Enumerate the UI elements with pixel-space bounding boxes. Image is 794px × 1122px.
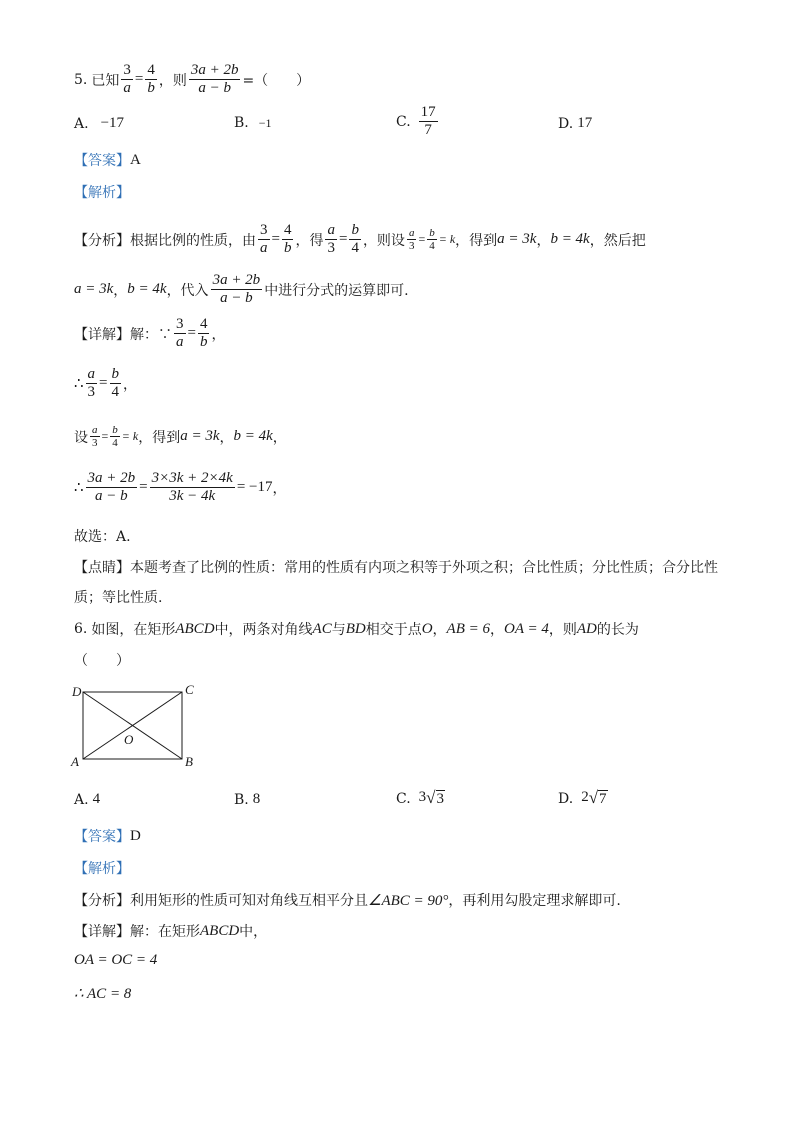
q6-stem-paren: （ ） [74, 653, 130, 669]
q5-option-b: B. −1 [234, 115, 272, 131]
q6-rectangle-figure [68, 682, 208, 772]
label-o: O [124, 732, 134, 747]
label-d: D [72, 684, 82, 699]
label-a: A [71, 754, 79, 769]
q6-analysis: 【分析】 利用矩形的性质可知对角线互相平分且 ∠ABC = 90° ，再利用勾股定理求解即可. [74, 892, 621, 909]
q6-option-b: B. 8 [234, 791, 261, 808]
q5-option-a: A. −17 [74, 115, 125, 132]
q5-analysis-line-1: 【分析】 根据比例的性质，由 $\frac{3}{a}$ = $\frac{4}{b}$ ，得 $\frac{a}{3}$ = $\frac{b}{4}$ ，则设 $\frac{a}{3}$ = $\frac{b}{4}$ = k ，得到 a = 3k ， b = 4k ，然后把 [74, 222, 646, 256]
q5-target-fraction: $\frac{3a + 2b}{a - b}$ [190, 62, 239, 96]
q6-stem-line-1: 6. 如图，在矩形 ABCD 中，两条对角线 AC 与 BD 相交于点 O ， AB = 6 ， OA = 4 ，则 AD 的长为 [74, 620, 639, 638]
q5-number: 5. [74, 71, 88, 88]
q5-option-c: C. $\frac{17}{7}$ [396, 104, 436, 138]
q5-comment-line-2: 质；等比性质. [74, 590, 163, 606]
q5-detail-line-3: 设 $\frac{a}{3}$ = $\frac{b}{4}$ = k ，得到 a = 3k ， b = 4k ， [74, 424, 287, 449]
q5-analysis-heading: 【解析】 [74, 185, 130, 201]
q6-option-c: C. 3 √ 3 [396, 788, 445, 807]
q6-detail-line-3: ∴ AC = 8 [74, 986, 132, 1002]
q5-detail-line-1: 【详解】 解：∵ $\frac{3}{a}$ = $\frac{4}{b}$ ， [74, 316, 226, 350]
q5-stem-prefix: 已知 [91, 72, 120, 89]
q6-option-a: A. 4 [74, 791, 101, 808]
q5-stem-mid: ，则 [158, 72, 187, 89]
q5-cond-left-fraction: $\frac{3}{a}$ [123, 62, 131, 96]
q5-detail-line-4: ∴ $\frac{3a + 2b}{a - b}$ = $\frac{3\times 3k + 2\times 4k}{3k - 4k}$ = −17 ， [74, 470, 287, 504]
q5-stem-suffix: =（ ） [242, 72, 311, 89]
q6-detail-line-1: 【详解】 解：在矩形 ABCD 中， [74, 922, 268, 940]
q5-choose: 故选：A. [74, 529, 131, 545]
q6-answer: 【答案】 D [74, 827, 141, 845]
q5-answer: 【答案】 A [74, 151, 141, 169]
q5-cond-right-fraction: $\frac{4}{b}$ [147, 62, 155, 96]
label-c: C [185, 682, 194, 697]
q6-analysis-heading: 【解析】 [74, 861, 130, 877]
q5-analysis-line-2: a = 3k ， b = 4k ，代入 $\frac{3a + 2b}{a - b}$ 中进行分式的运算即可. [74, 272, 409, 306]
q5-option-d: D. 17 [558, 115, 593, 132]
label-b: B [185, 754, 193, 769]
q6-detail-line-2: OA = OC = 4 [74, 952, 158, 968]
q5-detail-line-2: ∴ $\frac{a}{3}$ = $\frac{b}{4}$ ， [74, 366, 138, 400]
q5-comment-line-1: 【点睛】 本题考查了比例的性质：常用的性质有内项之积等于外项之积；合比性质；分比性质；合分比性 [74, 560, 718, 576]
q5-stem: 5. 已知 $\frac{3}{a}$ = $\frac{4}{b}$ ，则 $\frac{3a + 2b}{a - b}$ =（ ） [74, 62, 311, 96]
q6-option-d: D. 2 √ 7 [558, 788, 607, 807]
